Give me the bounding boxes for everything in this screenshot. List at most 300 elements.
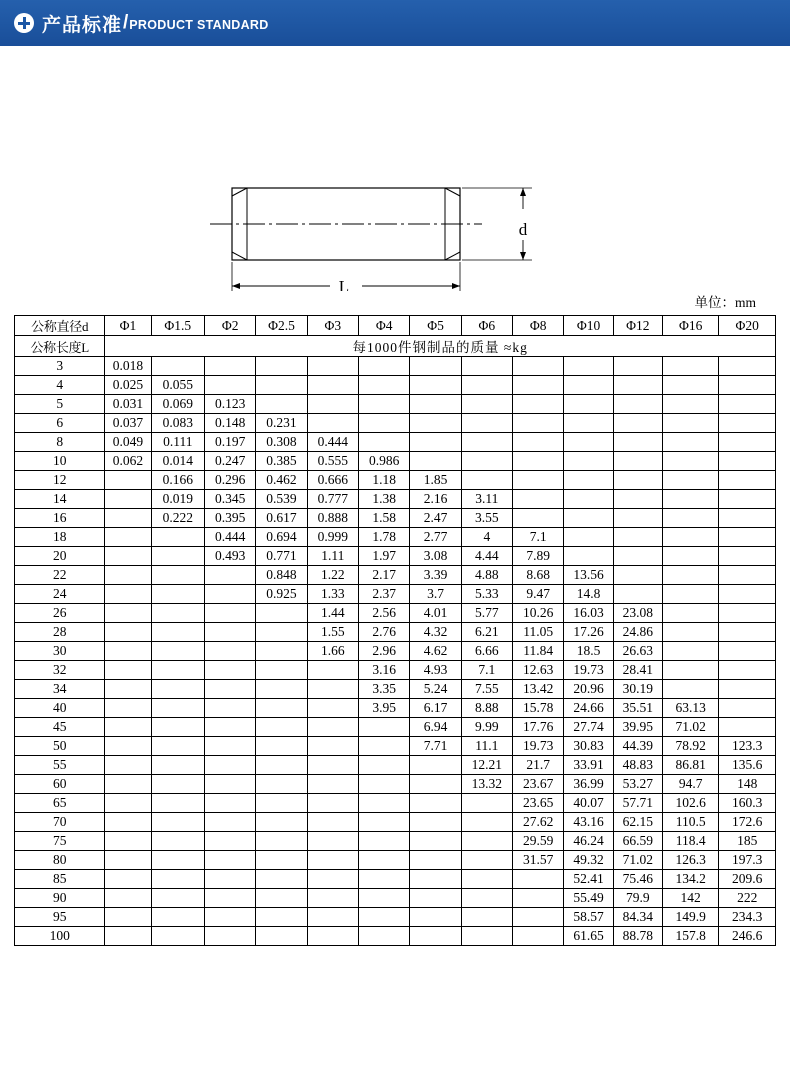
table-cell (359, 376, 410, 395)
table-cell: 23.67 (513, 775, 564, 794)
table-cell: 20.96 (564, 680, 613, 699)
table-cell (307, 680, 358, 699)
table-cell: 4.88 (461, 566, 512, 585)
table-cell: 0.055 (151, 376, 204, 395)
col-header-phi20: Φ20 (719, 316, 776, 336)
table-cell (461, 927, 512, 946)
table-cell (719, 528, 776, 547)
table-cell: 0.539 (256, 490, 307, 509)
table-cell (204, 775, 255, 794)
table-row (15, 756, 776, 775)
table-cell: 66.59 (613, 832, 662, 851)
table-cell (105, 585, 151, 604)
table-cell: 102.6 (662, 794, 718, 813)
table-cell (662, 661, 718, 680)
table-cell (613, 357, 662, 376)
table-cell: 11.05 (513, 623, 564, 642)
table-cell (461, 870, 512, 889)
table-cell (513, 490, 564, 509)
table-cell (151, 547, 204, 566)
table-header-row-mass (15, 336, 776, 357)
col-header-phi25: Φ2.5 (256, 316, 307, 336)
table-cell: 0.037 (105, 414, 151, 433)
table-cell: 43.16 (564, 813, 613, 832)
table-cell: 12.63 (513, 661, 564, 680)
table-cell (662, 604, 718, 623)
table-cell: 8.68 (513, 566, 564, 585)
table-cell (461, 813, 512, 832)
table-cell (307, 737, 358, 756)
table-cell: 2.17 (359, 566, 410, 585)
row-header-length: 55 (15, 756, 105, 775)
table-cell (564, 547, 613, 566)
table-cell (256, 718, 307, 737)
row-header-length: 95 (15, 908, 105, 927)
table-cell (719, 547, 776, 566)
table-cell: 2.47 (410, 509, 461, 528)
table-cell (256, 851, 307, 870)
table-cell: 39.95 (613, 718, 662, 737)
col-header-phi15: Φ1.5 (151, 316, 204, 336)
row-header-length: 24 (15, 585, 105, 604)
table-cell: 0.999 (307, 528, 358, 547)
table-cell: 6.17 (410, 699, 461, 718)
table-cell (662, 623, 718, 642)
table-cell (151, 357, 204, 376)
table-cell (151, 718, 204, 737)
table-cell (307, 756, 358, 775)
table-row (15, 414, 776, 433)
table-cell (359, 927, 410, 946)
table-cell: 1.44 (307, 604, 358, 623)
table-cell: 94.7 (662, 775, 718, 794)
table-cell: 142 (662, 889, 718, 908)
table-cell (461, 471, 512, 490)
table-cell: 0.014 (151, 452, 204, 471)
table-cell (256, 870, 307, 889)
table-cell: 9.47 (513, 585, 564, 604)
table-cell (513, 870, 564, 889)
row-header-length: 10 (15, 452, 105, 471)
table-cell (307, 718, 358, 737)
table-cell: 11.1 (461, 737, 512, 756)
table-cell (613, 490, 662, 509)
row-header-length: 5 (15, 395, 105, 414)
table-cell (151, 661, 204, 680)
table-cell (613, 452, 662, 471)
table-cell (719, 471, 776, 490)
table-cell (410, 357, 461, 376)
table-cell: 123.3 (719, 737, 776, 756)
table-cell (461, 889, 512, 908)
table-cell (105, 851, 151, 870)
table-cell: 48.83 (613, 756, 662, 775)
table-row (15, 851, 776, 870)
table-cell (719, 452, 776, 471)
table-cell (359, 851, 410, 870)
table-cell: 0.395 (204, 509, 255, 528)
table-cell (105, 509, 151, 528)
table-cell: 3.55 (461, 509, 512, 528)
table-cell (719, 414, 776, 433)
table-cell (204, 794, 255, 813)
table-cell: 79.9 (613, 889, 662, 908)
table-cell (513, 433, 564, 452)
table-cell (613, 547, 662, 566)
table-cell (151, 680, 204, 699)
table-cell: 0.231 (256, 414, 307, 433)
table-cell: 3.39 (410, 566, 461, 585)
table-cell: 234.3 (719, 908, 776, 927)
table-cell: 246.6 (719, 927, 776, 946)
row-header-length: 18 (15, 528, 105, 547)
table-cell: 4.44 (461, 547, 512, 566)
table-cell: 29.59 (513, 832, 564, 851)
table-cell (256, 642, 307, 661)
table-cell: 1.11 (307, 547, 358, 566)
table-cell: 4.01 (410, 604, 461, 623)
table-cell (359, 813, 410, 832)
table-cell (151, 528, 204, 547)
table-cell (105, 870, 151, 889)
table-cell: 31.57 (513, 851, 564, 870)
table-cell (359, 756, 410, 775)
header-title-separator: / (123, 12, 129, 33)
table-cell: 40.07 (564, 794, 613, 813)
table-cell (151, 889, 204, 908)
table-cell (513, 452, 564, 471)
table-cell: 0.049 (105, 433, 151, 452)
table-cell (461, 832, 512, 851)
table-cell (105, 661, 151, 680)
table-cell: 0.555 (307, 452, 358, 471)
table-cell: 149.9 (662, 908, 718, 927)
table-cell (513, 395, 564, 414)
table-cell: 27.62 (513, 813, 564, 832)
table-cell: 61.65 (564, 927, 613, 946)
col-header-phi12: Φ12 (613, 316, 662, 336)
table-cell (256, 832, 307, 851)
table-cell: 0.197 (204, 433, 255, 452)
table-cell: 71.02 (662, 718, 718, 737)
table-cell (719, 604, 776, 623)
row-header-length: 60 (15, 775, 105, 794)
table-row (15, 908, 776, 927)
table-cell (513, 509, 564, 528)
table-cell: 0.385 (256, 452, 307, 471)
table-cell (307, 395, 358, 414)
table-cell: 7.1 (513, 528, 564, 547)
table-cell: 0.018 (105, 357, 151, 376)
table-cell (410, 433, 461, 452)
table-cell: 3.95 (359, 699, 410, 718)
table-row (15, 452, 776, 471)
table-cell: 62.15 (613, 813, 662, 832)
table-cell: 30.19 (613, 680, 662, 699)
table-cell (307, 832, 358, 851)
table-cell (307, 870, 358, 889)
table-cell (461, 395, 512, 414)
table-cell: 4.93 (410, 661, 461, 680)
table-cell (410, 832, 461, 851)
row-header-length: 6 (15, 414, 105, 433)
table-cell (613, 585, 662, 604)
table-cell: 134.2 (662, 870, 718, 889)
table-cell: 15.78 (513, 699, 564, 718)
table-cell (151, 908, 204, 927)
table-cell (359, 357, 410, 376)
table-cell (613, 509, 662, 528)
table-cell: 8.88 (461, 699, 512, 718)
table-cell (613, 414, 662, 433)
table-cell (564, 414, 613, 433)
table-cell (564, 433, 613, 452)
table-cell: 6.66 (461, 642, 512, 661)
table-cell: 57.71 (613, 794, 662, 813)
table-cell (662, 395, 718, 414)
table-cell: 0.493 (204, 547, 255, 566)
table-cell (613, 566, 662, 585)
table-cell (359, 889, 410, 908)
table-cell (151, 927, 204, 946)
table-cell (461, 908, 512, 927)
col-header-phi2: Φ2 (204, 316, 255, 336)
table-cell (204, 357, 255, 376)
table-cell (151, 699, 204, 718)
table-row (15, 680, 776, 699)
table-cell (410, 870, 461, 889)
table-cell (513, 414, 564, 433)
row-header-length: 20 (15, 547, 105, 566)
table-cell: 1.18 (359, 471, 410, 490)
table-cell (307, 376, 358, 395)
table-cell: 23.65 (513, 794, 564, 813)
table-cell (204, 851, 255, 870)
table-row (15, 547, 776, 566)
table-cell (613, 395, 662, 414)
table-cell (151, 604, 204, 623)
table-cell (105, 794, 151, 813)
table-cell: 1.38 (359, 490, 410, 509)
table-cell (105, 623, 151, 642)
table-cell: 16.03 (564, 604, 613, 623)
row-header-length: 16 (15, 509, 105, 528)
table-cell: 30.83 (564, 737, 613, 756)
row-header-length: 4 (15, 376, 105, 395)
table-cell (461, 414, 512, 433)
row-header-length: 40 (15, 699, 105, 718)
table-cell: 0.771 (256, 547, 307, 566)
row-header-length: 30 (15, 642, 105, 661)
table-cell: 26.63 (613, 642, 662, 661)
table-cell: 28.41 (613, 661, 662, 680)
table-cell: 17.76 (513, 718, 564, 737)
table-cell: 1.85 (410, 471, 461, 490)
table-row (15, 490, 776, 509)
table-cell: 4 (461, 528, 512, 547)
table-cell (256, 357, 307, 376)
table-cell: 10.26 (513, 604, 564, 623)
drawing-label-diameter: d (518, 220, 528, 239)
table-cell (461, 376, 512, 395)
table-cell: 110.5 (662, 813, 718, 832)
table-cell (204, 927, 255, 946)
table-row (15, 566, 776, 585)
table-cell: 9.99 (461, 718, 512, 737)
table-cell: 0.296 (204, 471, 255, 490)
header-nominal-length: 公称长度L (15, 336, 105, 357)
table-cell: 21.7 (513, 756, 564, 775)
table-row (15, 433, 776, 452)
table-row (15, 357, 776, 376)
table-cell (105, 680, 151, 699)
table-cell: 5.77 (461, 604, 512, 623)
table-cell (359, 908, 410, 927)
table-cell: 12.21 (461, 756, 512, 775)
table-cell: 0.308 (256, 433, 307, 452)
table-cell (662, 414, 718, 433)
table-cell (256, 813, 307, 832)
row-header-length: 28 (15, 623, 105, 642)
table-cell (105, 547, 151, 566)
table-cell (461, 452, 512, 471)
drawing-label-length: L (338, 277, 350, 291)
table-cell: 1.55 (307, 623, 358, 642)
table-cell (204, 376, 255, 395)
table-cell (307, 794, 358, 813)
table-cell (204, 566, 255, 585)
dowel-pin-diagram (0, 46, 790, 291)
table-cell: 1.22 (307, 566, 358, 585)
table-cell (204, 585, 255, 604)
table-cell (359, 832, 410, 851)
table-cell (151, 794, 204, 813)
table-cell: 0.031 (105, 395, 151, 414)
table-cell (105, 775, 151, 794)
table-cell (256, 756, 307, 775)
table-cell (410, 452, 461, 471)
table-cell: 78.92 (662, 737, 718, 756)
table-cell (461, 851, 512, 870)
table-cell (256, 775, 307, 794)
table-cell (564, 395, 613, 414)
table-cell (105, 718, 151, 737)
table-cell (307, 357, 358, 376)
table-cell (204, 908, 255, 927)
table-cell: 0.166 (151, 471, 204, 490)
table-cell: 35.51 (613, 699, 662, 718)
table-row (15, 927, 776, 946)
table-cell: 6.21 (461, 623, 512, 642)
table-cell (204, 661, 255, 680)
table-cell: 13.42 (513, 680, 564, 699)
table-cell (105, 528, 151, 547)
table-cell: 0.345 (204, 490, 255, 509)
table-cell (613, 528, 662, 547)
table-cell (719, 433, 776, 452)
table-cell (256, 376, 307, 395)
table-cell: 5.24 (410, 680, 461, 699)
table-cell: 13.56 (564, 566, 613, 585)
table-cell: 197.3 (719, 851, 776, 870)
table-cell: 36.99 (564, 775, 613, 794)
table-cell (151, 832, 204, 851)
col-header-phi10: Φ10 (564, 316, 613, 336)
table-cell (461, 794, 512, 813)
table-cell: 14.8 (564, 585, 613, 604)
table-cell (105, 490, 151, 509)
row-header-length: 3 (15, 357, 105, 376)
table-cell: 0.666 (307, 471, 358, 490)
table-cell: 1.78 (359, 528, 410, 547)
table-cell (204, 642, 255, 661)
table-cell: 75.46 (613, 870, 662, 889)
table-cell (513, 908, 564, 927)
table-cell (662, 585, 718, 604)
row-header-length: 50 (15, 737, 105, 756)
table-cell: 3.35 (359, 680, 410, 699)
table-cell: 52.41 (564, 870, 613, 889)
table-cell (256, 927, 307, 946)
table-cell: 1.97 (359, 547, 410, 566)
table-cell: 53.27 (613, 775, 662, 794)
col-header-phi3: Φ3 (307, 316, 358, 336)
unit-note: 单位：mm (694, 295, 756, 310)
row-header-length: 22 (15, 566, 105, 585)
table-cell (513, 889, 564, 908)
table-cell (513, 471, 564, 490)
table-row (15, 395, 776, 414)
table-cell: 1.33 (307, 585, 358, 604)
table-cell (105, 908, 151, 927)
table-cell: 24.66 (564, 699, 613, 718)
table-cell (410, 775, 461, 794)
table-cell: 1.66 (307, 642, 358, 661)
technical-drawing (0, 46, 790, 291)
table-cell (564, 471, 613, 490)
table-cell (410, 908, 461, 927)
table-cell (307, 661, 358, 680)
table-cell (662, 471, 718, 490)
table-cell (719, 718, 776, 737)
table-cell (204, 813, 255, 832)
table-cell: 1.58 (359, 509, 410, 528)
table-cell: 19.73 (513, 737, 564, 756)
table-cell (151, 756, 204, 775)
table-cell (564, 357, 613, 376)
table-cell: 157.8 (662, 927, 718, 946)
table-cell: 6.94 (410, 718, 461, 737)
spec-table-wrapper (0, 315, 790, 946)
table-cell (513, 357, 564, 376)
table-cell: 0.222 (151, 509, 204, 528)
table-cell (151, 870, 204, 889)
table-row (15, 813, 776, 832)
table-cell: 172.6 (719, 813, 776, 832)
page-header (0, 0, 790, 46)
table-cell: 222 (719, 889, 776, 908)
table-cell (359, 718, 410, 737)
table-cell: 19.73 (564, 661, 613, 680)
table-cell (256, 794, 307, 813)
table-cell (359, 794, 410, 813)
table-cell: 33.91 (564, 756, 613, 775)
table-cell (105, 889, 151, 908)
table-cell: 7.71 (410, 737, 461, 756)
table-cell (307, 927, 358, 946)
table-cell: 7.55 (461, 680, 512, 699)
table-cell (662, 642, 718, 661)
